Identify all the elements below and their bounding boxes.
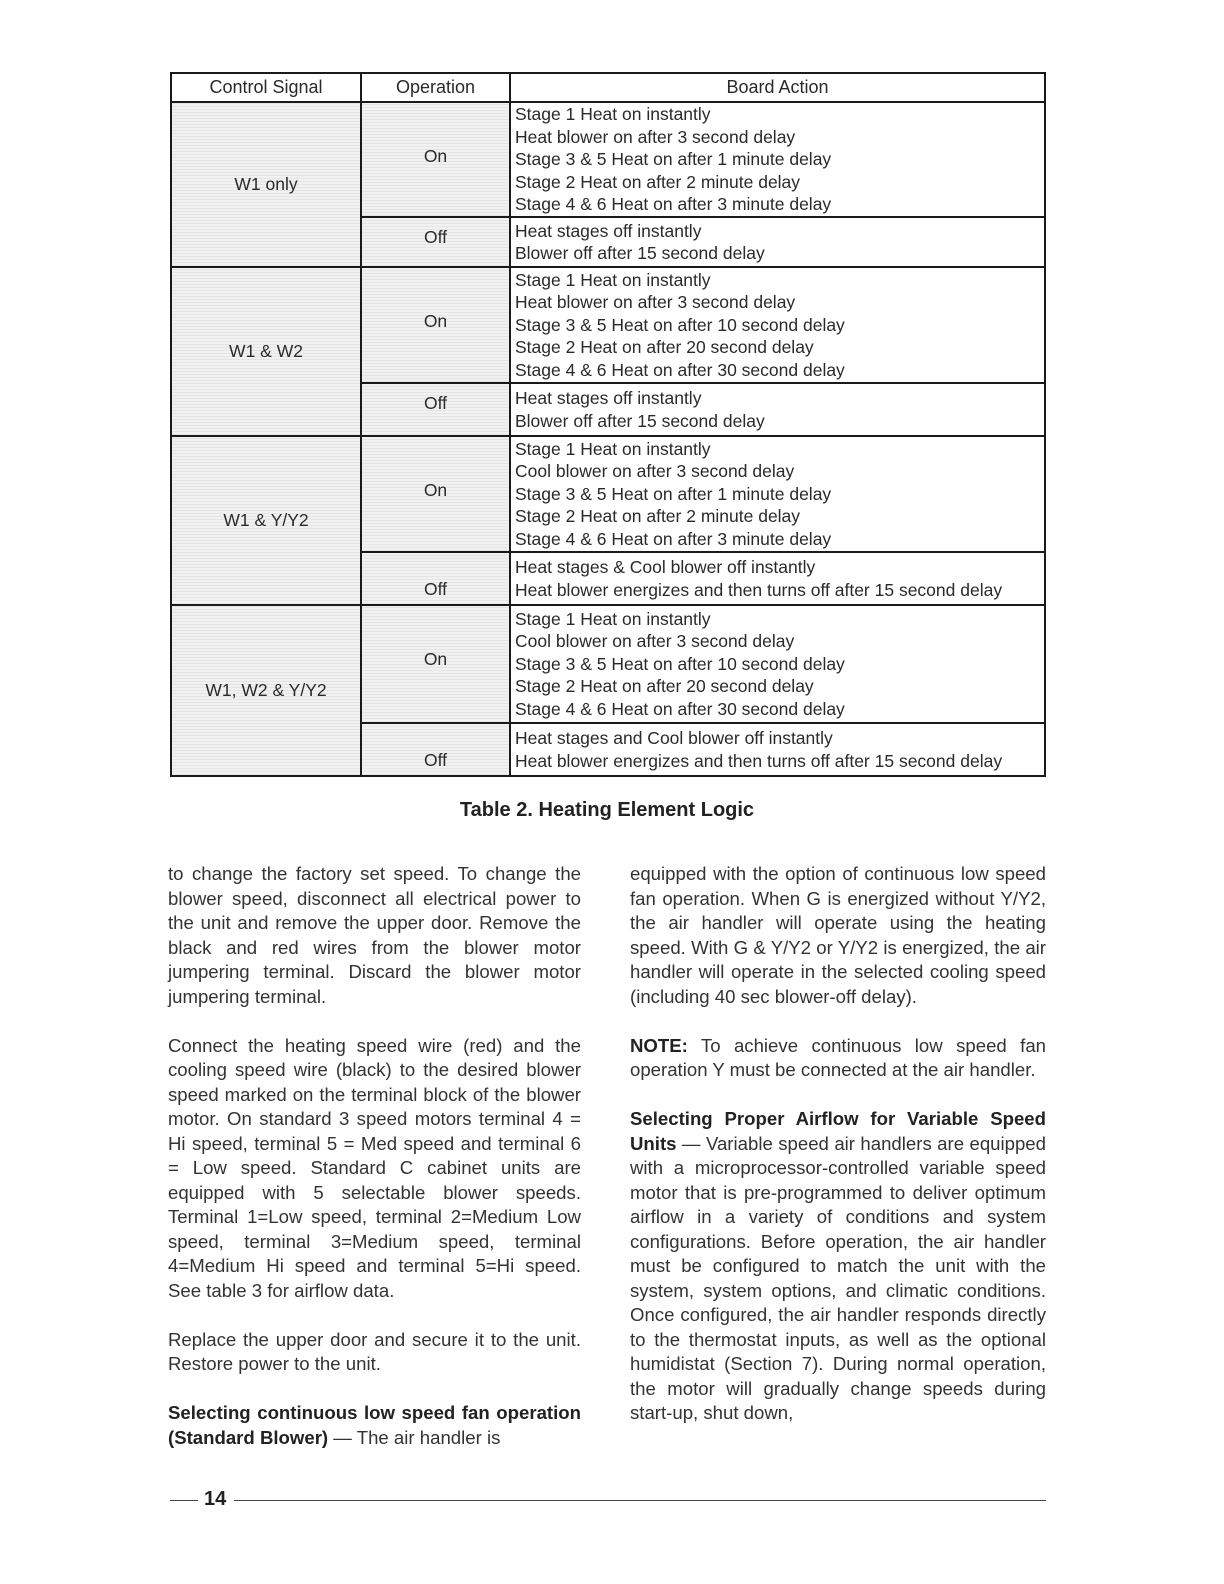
paragraph: equipped with the option of continuous low speed fan operation. When G is energized without Y/Y2, the air handler will operate using the heating speed. With G & Y/Y2 or Y/Y2 is energized, the air handler will operate in the selected cooling speed (including 40 sec blower-off delay). <box>630 863 1046 1007</box>
table-header-row <box>171 73 1045 102</box>
header-board-action: Board Action <box>510 73 1045 102</box>
operation-off-cell: Off <box>361 723 510 776</box>
paragraph <box>168 1401 581 1450</box>
header-control-signal: Control Signal <box>171 73 361 102</box>
board-action-cell <box>510 102 1045 217</box>
paragraph: Connect the heating speed wire (red) and the cooling speed wire (black) to the desired blower speed marked on the terminal block of the blower motor. On standard 3 speed motors terminal 4 = Hi speed, terminal 5 = Med speed and terminal 6 = Low speed. Standard C cabinet units are equipped with 5 selectable blower speeds. Terminal 1=Low speed, terminal 2=Medium Low speed, terminal 3=Medium speed, terminal 4=Medium Hi speed and terminal 5=Hi speed. See table 3 for airflow data. <box>168 1034 581 1301</box>
footer-rule-left <box>170 1500 198 1501</box>
paragraph-text: — Variable speed air handlers are equipped with a microprocessor-controlled variable speed motor that is pre-programmed to deliver optimum airflow in a variety of conditions and system configurations. Before operation, the air handler must be configured to match the unit with the system, system options, and climatic conditions. Once configured, the air handler responds directly to the thermostat inputs, as well as the optional humidistat (Section 7). During normal operation, the motor will gradually change speeds during start-up, shut down, <box>630 1132 1046 1423</box>
paragraph-text: — The air handler is <box>328 1426 501 1448</box>
table-row <box>171 267 1045 383</box>
action-line: Stage 1 Heat on instantly <box>515 104 711 125</box>
action-line: Cool blower on after 3 second delay <box>515 631 795 652</box>
heating-logic-table <box>170 72 1046 777</box>
table-caption: Table 2. Heating Element Logic <box>459 799 755 821</box>
action-line: Stage 2 Heat on after 2 minute delay <box>515 171 801 192</box>
action-line: Stage 2 Heat on after 20 second delay <box>515 676 814 697</box>
table-row <box>171 436 1045 552</box>
action-line: Heat stages off instantly <box>515 220 702 241</box>
action-line: Heat blower energizes and then turns off after 15 second delay <box>515 750 1003 771</box>
action-line: Heat blower on after 3 second delay <box>515 292 796 313</box>
note-label: NOTE: <box>630 1034 688 1056</box>
control-signal-cell: W1 & W2 <box>171 267 361 436</box>
action-line: Stage 4 & 6 Heat on after 3 minute delay <box>515 194 832 215</box>
board-action-cell <box>510 605 1045 723</box>
board-action-cell <box>510 552 1045 605</box>
control-signal-cell: W1 & Y/Y2 <box>171 436 361 605</box>
action-line: Stage 3 & 5 Heat on after 10 second delay <box>515 314 845 335</box>
action-line: Heat stages and Cool blower off instantly <box>515 728 833 748</box>
operation-on-cell: On <box>361 102 510 217</box>
left-text-column <box>168 862 581 1475</box>
section-heading: Selecting continuous low speed fan operation (Standard Blower) <box>168 1402 581 1448</box>
action-line: Heat stages & Cool blower off instantly <box>515 557 816 577</box>
operation-off-cell: Off <box>361 217 510 267</box>
action-line: Stage 2 Heat on after 20 second delay <box>515 337 814 358</box>
action-line: Heat blower energizes and then turns off after 15 second delay <box>515 579 1003 600</box>
action-line: Stage 2 Heat on after 2 minute delay <box>515 506 801 527</box>
paragraph <box>630 1107 1046 1426</box>
action-line: Heat stages off instantly <box>515 388 702 408</box>
note-text: To achieve continuous low speed fan operation Y must be connected at the air handler. <box>630 1034 1046 1080</box>
control-signal-cell: W1 only <box>171 102 361 267</box>
action-line: Stage 3 & 5 Heat on after 10 second delay <box>515 653 845 674</box>
board-action-cell <box>510 436 1045 552</box>
operation-off-cell: Off <box>361 552 510 605</box>
operation-off-cell: Off <box>361 383 510 436</box>
note-paragraph <box>630 1034 1046 1083</box>
action-line: Blower off after 15 second delay <box>515 243 765 263</box>
operation-on-cell: On <box>361 436 510 552</box>
action-line: Cool blower on after 3 second delay <box>515 461 795 482</box>
header-operation: Operation <box>361 73 510 102</box>
footer-rule-right <box>234 1500 1046 1501</box>
table-row <box>171 102 1045 217</box>
board-action-cell <box>510 383 1045 436</box>
operation-on-cell: On <box>361 605 510 723</box>
board-action-cell <box>510 267 1045 383</box>
control-signal-cell: W1, W2 & Y/Y2 <box>171 605 361 776</box>
action-line: Stage 3 & 5 Heat on after 1 minute delay <box>515 483 832 504</box>
section-heading: Selecting Proper Airflow for Variable Speed Units <box>630 1108 1046 1154</box>
action-line: Heat blower on after 3 second delay <box>515 126 796 147</box>
operation-on-cell: On <box>361 267 510 383</box>
paragraph: Replace the upper door and secure it to the unit. Restore power to the unit. <box>168 1328 581 1374</box>
action-line: Stage 1 Heat on instantly <box>515 438 711 459</box>
page-number: 14 <box>204 1488 227 1510</box>
action-line: Stage 4 & 6 Heat on after 30 second delay <box>515 698 845 719</box>
action-line: Stage 3 & 5 Heat on after 1 minute delay <box>515 149 832 170</box>
action-line: Stage 1 Heat on instantly <box>515 608 711 629</box>
action-line: Stage 4 & 6 Heat on after 30 second delay <box>515 359 845 380</box>
table-row <box>171 605 1045 723</box>
action-line: Blower off after 15 second delay <box>515 410 765 431</box>
action-line: Stage 4 & 6 Heat on after 3 minute delay <box>515 528 832 549</box>
action-line: Stage 1 Heat on instantly <box>515 269 711 290</box>
board-action-cell <box>510 217 1045 267</box>
right-text-column <box>630 862 1046 1450</box>
paragraph: to change the factory set speed. To change the blower speed, disconnect all electrical power to the unit and remove the upper door. Remove the black and red wires from the blower motor jumpering terminal. Discard the blower motor jumpering terminal. <box>168 863 581 1007</box>
board-action-cell <box>510 723 1045 776</box>
